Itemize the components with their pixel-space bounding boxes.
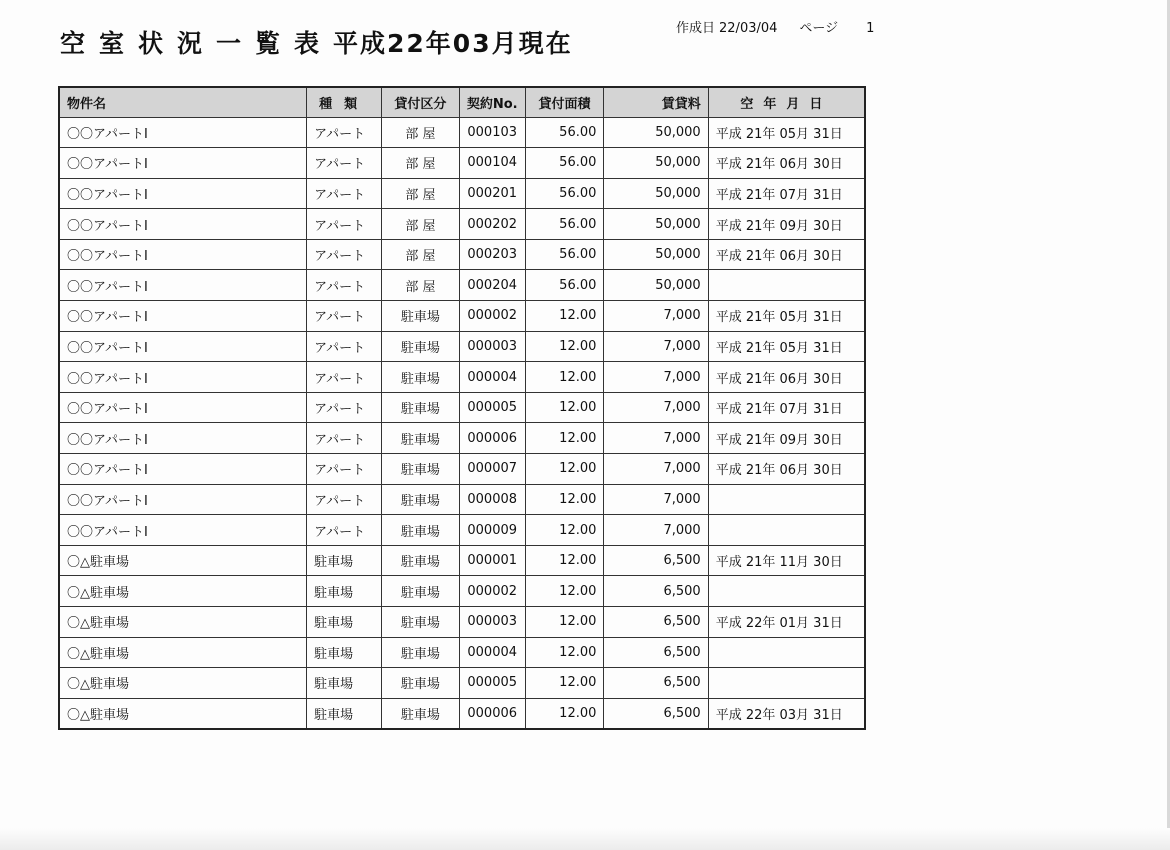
table-row (59, 637, 865, 668)
cell-contract-no: 000006 (459, 423, 525, 454)
cell-rent: 6,500 (604, 576, 708, 607)
table-row (59, 454, 865, 485)
table-row (59, 423, 865, 454)
header-contract-no: 契約No. (459, 87, 525, 117)
cell-contract-no: 000005 (459, 392, 525, 423)
cell-contract-no: 000002 (459, 301, 525, 332)
table-row (59, 484, 865, 515)
cell-property-name: 〇〇アパートI (59, 301, 307, 332)
cell-type: アパート (307, 301, 382, 332)
cell-lease-category: 駐車場 (382, 454, 460, 485)
cell-type: アパート (307, 331, 382, 362)
created-date: 22/03/04 (719, 21, 778, 36)
table-row (59, 698, 865, 729)
cell-rent: 7,000 (604, 331, 708, 362)
cell-lease-area: 12.00 (525, 484, 604, 515)
cell-type: アパート (307, 484, 382, 515)
cell-vacant-date: 平成 21年 06月 30日 (708, 362, 865, 393)
cell-property-name: 〇〇アパートI (59, 209, 307, 240)
cell-contract-no: 000201 (459, 178, 525, 209)
cell-type: アパート (307, 178, 382, 209)
cell-lease-area: 12.00 (525, 362, 604, 393)
cell-vacant-date: 平成 21年 05月 31日 (708, 331, 865, 362)
cell-rent: 6,500 (604, 668, 708, 699)
cell-property-name: 〇〇アパートI (59, 239, 307, 270)
cell-contract-no: 000003 (459, 331, 525, 362)
cell-lease-category: 駐車場 (382, 698, 460, 729)
cell-rent: 7,000 (604, 484, 708, 515)
cell-property-name: 〇△駐車場 (59, 637, 307, 668)
cell-contract-no: 000202 (459, 209, 525, 240)
cell-contract-no: 000006 (459, 698, 525, 729)
table-row (59, 515, 865, 546)
document-title (60, 24, 573, 60)
cell-type: アパート (307, 239, 382, 270)
header-lease-category: 貸付区分 (382, 87, 460, 117)
cell-rent: 50,000 (604, 209, 708, 240)
table-row (59, 392, 865, 423)
cell-lease-area: 12.00 (525, 698, 604, 729)
cell-contract-no: 000004 (459, 362, 525, 393)
cell-lease-category: 駐車場 (382, 484, 460, 515)
cell-vacant-date: 平成 21年 05月 31日 (708, 301, 865, 332)
cell-rent: 6,500 (604, 698, 708, 729)
cell-type: アパート (307, 148, 382, 179)
cell-type: 駐車場 (307, 576, 382, 607)
table-row (59, 668, 865, 699)
cell-lease-area: 12.00 (525, 392, 604, 423)
cell-lease-category: 駐車場 (382, 515, 460, 546)
cell-rent: 6,500 (604, 607, 708, 638)
cell-vacant-date: 平成 21年 07月 31日 (708, 392, 865, 423)
cell-lease-area: 56.00 (525, 148, 604, 179)
cell-type: アパート (307, 117, 382, 148)
cell-lease-category: 部 屋 (382, 209, 460, 240)
cell-type: 駐車場 (307, 668, 382, 699)
document-title-period: 平成22年03月現在 (333, 29, 573, 58)
cell-lease-area: 12.00 (525, 331, 604, 362)
header-rent: 賃貸料 (604, 87, 708, 117)
cell-contract-no: 000007 (459, 454, 525, 485)
cell-vacant-date (708, 484, 865, 515)
cell-lease-category: 部 屋 (382, 239, 460, 270)
cell-lease-area: 12.00 (525, 607, 604, 638)
cell-vacant-date: 平成 21年 11月 30日 (708, 545, 865, 576)
cell-lease-category: 駐車場 (382, 637, 460, 668)
cell-property-name: 〇△駐車場 (59, 668, 307, 699)
cell-vacant-date: 平成 22年 01月 31日 (708, 607, 865, 638)
vacancy-table (58, 86, 866, 730)
cell-rent: 50,000 (604, 117, 708, 148)
document-meta (676, 17, 878, 36)
cell-rent: 7,000 (604, 423, 708, 454)
cell-contract-no: 000204 (459, 270, 525, 301)
cell-type: 駐車場 (307, 545, 382, 576)
cell-vacant-date: 平成 21年 09月 30日 (708, 209, 865, 240)
cell-lease-category: 駐車場 (382, 423, 460, 454)
cell-property-name: 〇△駐車場 (59, 545, 307, 576)
cell-contract-no: 000104 (459, 148, 525, 179)
cell-lease-area: 56.00 (525, 209, 604, 240)
cell-lease-area: 12.00 (525, 454, 604, 485)
cell-lease-category: 駐車場 (382, 668, 460, 699)
cell-vacant-date: 平成 21年 07月 31日 (708, 178, 865, 209)
cell-lease-category: 部 屋 (382, 178, 460, 209)
cell-contract-no: 000103 (459, 117, 525, 148)
cell-property-name: 〇〇アパートI (59, 117, 307, 148)
header-type: 種類 (307, 87, 382, 117)
cell-type: アパート (307, 423, 382, 454)
cell-type: アパート (307, 392, 382, 423)
cell-property-name: 〇〇アパートI (59, 484, 307, 515)
cell-property-name: 〇〇アパートI (59, 331, 307, 362)
cell-vacant-date: 平成 21年 06月 30日 (708, 239, 865, 270)
cell-vacant-date (708, 637, 865, 668)
cell-rent: 7,000 (604, 515, 708, 546)
cell-property-name: 〇△駐車場 (59, 607, 307, 638)
table-row (59, 239, 865, 270)
cell-vacant-date: 平成 21年 09月 30日 (708, 423, 865, 454)
cell-property-name: 〇〇アパートI (59, 270, 307, 301)
cell-lease-area: 56.00 (525, 178, 604, 209)
table-row (59, 362, 865, 393)
cell-lease-category: 駐車場 (382, 576, 460, 607)
header-vacant-date: 空年月日 (708, 87, 865, 117)
cell-lease-category: 駐車場 (382, 301, 460, 332)
cell-contract-no: 000002 (459, 576, 525, 607)
cell-lease-category: 部 屋 (382, 148, 460, 179)
table-row (59, 331, 865, 362)
cell-contract-no: 000005 (459, 668, 525, 699)
table-row (59, 607, 865, 638)
cell-contract-no: 000009 (459, 515, 525, 546)
table-row (59, 148, 865, 179)
cell-lease-area: 12.00 (525, 515, 604, 546)
cell-vacant-date: 平成 22年 03月 31日 (708, 698, 865, 729)
cell-property-name: 〇〇アパートI (59, 454, 307, 485)
cell-property-name: 〇〇アパートI (59, 178, 307, 209)
cell-property-name: 〇〇アパートI (59, 362, 307, 393)
cell-vacant-date: 平成 21年 05月 31日 (708, 117, 865, 148)
cell-property-name: 〇△駐車場 (59, 698, 307, 729)
header-lease-area: 貸付面積 (525, 87, 604, 117)
table-header-row (59, 87, 865, 117)
cell-lease-area: 12.00 (525, 545, 604, 576)
cell-rent: 7,000 (604, 301, 708, 332)
table-row (59, 178, 865, 209)
cell-rent: 6,500 (604, 637, 708, 668)
cell-lease-category: 駐車場 (382, 331, 460, 362)
cell-lease-category: 部 屋 (382, 117, 460, 148)
cell-lease-category: 駐車場 (382, 607, 460, 638)
document-title-main: 空室状況一覧表 (60, 29, 334, 58)
cell-lease-area: 12.00 (525, 576, 604, 607)
cell-lease-area: 12.00 (525, 668, 604, 699)
cell-contract-no: 000203 (459, 239, 525, 270)
page-label: ページ (799, 21, 839, 36)
cell-type: アパート (307, 270, 382, 301)
cell-lease-area: 56.00 (525, 117, 604, 148)
cell-vacant-date: 平成 21年 06月 30日 (708, 148, 865, 179)
cell-rent: 50,000 (604, 270, 708, 301)
cell-type: アパート (307, 362, 382, 393)
cell-property-name: 〇〇アパートI (59, 423, 307, 454)
cell-type: アパート (307, 209, 382, 240)
cell-contract-no: 000004 (459, 637, 525, 668)
cell-rent: 6,500 (604, 545, 708, 576)
table-row (59, 576, 865, 607)
cell-lease-area: 12.00 (525, 423, 604, 454)
cell-lease-category: 駐車場 (382, 545, 460, 576)
table-row (59, 545, 865, 576)
cell-vacant-date: 平成 21年 06月 30日 (708, 454, 865, 485)
cell-rent: 7,000 (604, 392, 708, 423)
cell-contract-no: 000008 (459, 484, 525, 515)
header-property-name: 物件名 (59, 87, 307, 117)
cell-vacant-date (708, 515, 865, 546)
cell-property-name: 〇〇アパートI (59, 515, 307, 546)
table-row (59, 301, 865, 332)
table-row (59, 270, 865, 301)
cell-type: 駐車場 (307, 607, 382, 638)
cell-property-name: 〇〇アパートI (59, 148, 307, 179)
cell-type: 駐車場 (307, 698, 382, 729)
cell-lease-area: 56.00 (525, 270, 604, 301)
cell-type: アパート (307, 515, 382, 546)
cell-lease-category: 部 屋 (382, 270, 460, 301)
created-label: 作成日 (676, 21, 716, 36)
cell-property-name: 〇△駐車場 (59, 576, 307, 607)
cell-contract-no: 000001 (459, 545, 525, 576)
cell-rent: 50,000 (604, 178, 708, 209)
cell-lease-area: 12.00 (525, 637, 604, 668)
cell-property-name: 〇〇アパートI (59, 392, 307, 423)
page-number: 1 (866, 21, 875, 36)
cell-contract-no: 000003 (459, 607, 525, 638)
cell-lease-area: 12.00 (525, 301, 604, 332)
cell-vacant-date (708, 270, 865, 301)
table-row (59, 117, 865, 148)
cell-lease-area: 56.00 (525, 239, 604, 270)
cell-rent: 50,000 (604, 148, 708, 179)
cell-vacant-date (708, 668, 865, 699)
scan-shadow (0, 828, 1170, 850)
cell-lease-category: 駐車場 (382, 362, 460, 393)
cell-type: 駐車場 (307, 637, 382, 668)
cell-rent: 7,000 (604, 362, 708, 393)
table-row (59, 209, 865, 240)
table-body (59, 117, 865, 729)
cell-type: アパート (307, 454, 382, 485)
cell-rent: 50,000 (604, 239, 708, 270)
cell-lease-category: 駐車場 (382, 392, 460, 423)
cell-vacant-date (708, 576, 865, 607)
cell-rent: 7,000 (604, 454, 708, 485)
